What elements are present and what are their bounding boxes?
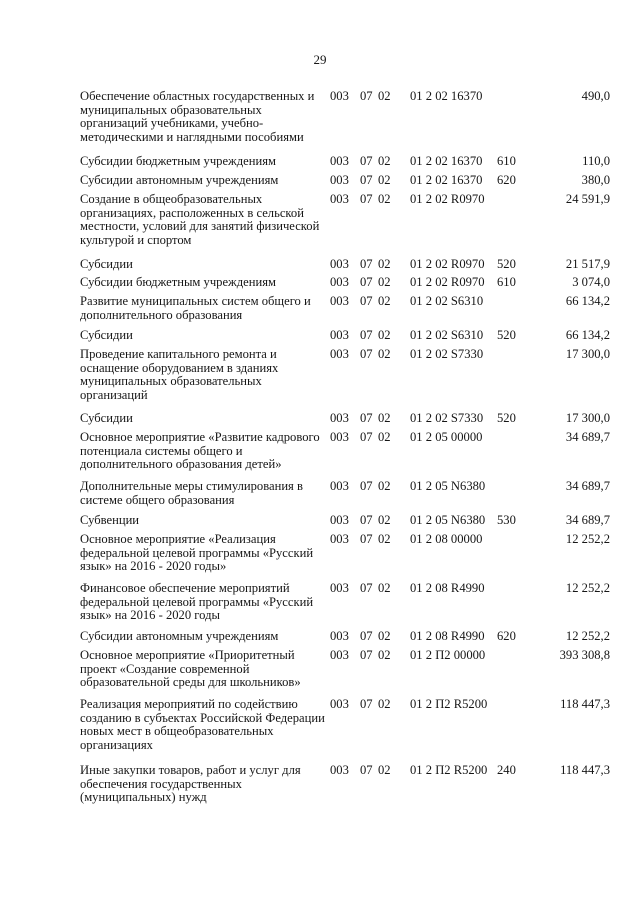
- row-amount: 66 134,2: [565, 294, 610, 308]
- row-subsection: 02: [378, 173, 391, 187]
- row-admin-code: 003: [330, 629, 349, 643]
- row-expense-type: 520: [497, 411, 516, 425]
- row-amount: 17 300,0: [565, 347, 610, 361]
- row-subsection: 02: [378, 192, 391, 206]
- row-name: Субсидии бюджетным учреждениям: [80, 275, 276, 289]
- row-name: Обеспечение областных государственных и муниципальных образовательных организаций учебниками, учебно-методическими и наглядными пособиями: [80, 89, 315, 144]
- row-section: 07: [360, 513, 373, 527]
- row-admin-code: 003: [330, 328, 349, 342]
- row-admin-code: 003: [330, 275, 349, 289]
- row-section: 07: [360, 581, 373, 595]
- row-admin-code: 003: [330, 697, 349, 711]
- row-section: 07: [360, 89, 373, 103]
- row-name: Основное мероприятие «Развитие кадрового потенциала системы общего и дополнительного образования детей»: [80, 430, 320, 472]
- row-target-article: 01 2 02 S6310: [410, 328, 484, 342]
- row-target-article: 01 2 05 N6380: [410, 513, 486, 527]
- row-admin-code: 003: [330, 648, 349, 662]
- row-subsection: 02: [378, 347, 391, 361]
- row-target-article: 01 2 08 R4990: [410, 629, 485, 643]
- row-section: 07: [360, 479, 373, 493]
- row-subsection: 02: [378, 154, 391, 168]
- row-section: 07: [360, 430, 373, 444]
- row-name: Субсидии автономным учреждениям: [80, 629, 279, 643]
- row-target-article: 01 2 02 16370: [410, 173, 483, 187]
- row-name: Субсидии автономным учреждениям: [80, 173, 279, 187]
- row-subsection: 02: [378, 257, 391, 271]
- row-name: Субсидии: [80, 411, 133, 425]
- row-target-article: 01 2 05 00000: [410, 430, 483, 444]
- row-amount: 490,0: [581, 89, 610, 103]
- row-amount: 21 517,9: [565, 257, 610, 271]
- row-target-article: 01 2 02 R0970: [410, 257, 485, 271]
- row-subsection: 02: [378, 479, 391, 493]
- row-section: 07: [360, 648, 373, 662]
- row-admin-code: 003: [330, 257, 349, 271]
- row-name: Реализация мероприятий по содействию созданию в субъектах Российской Федерации новых мест в общеобразовательных организациях: [80, 697, 325, 752]
- row-admin-code: 003: [330, 347, 349, 361]
- row-section: 07: [360, 532, 373, 546]
- row-section: 07: [360, 275, 373, 289]
- row-name: Субсидии бюджетным учреждениям: [80, 154, 276, 168]
- row-target-article: 01 2 02 R0970: [410, 275, 485, 289]
- row-section: 07: [360, 173, 373, 187]
- row-name: Проведение капитального ремонта и оснащение оборудованием в зданиях муниципальных образовательных организаций: [80, 347, 279, 402]
- row-target-article: 01 2 08 00000: [410, 532, 483, 546]
- row-amount: 380,0: [581, 173, 610, 187]
- row-subsection: 02: [378, 411, 391, 425]
- row-name: Субсидии: [80, 328, 133, 342]
- row-target-article: 01 2 02 S7330: [410, 411, 484, 425]
- row-target-article: 01 2 02 S7330: [410, 347, 484, 361]
- row-section: 07: [360, 192, 373, 206]
- row-admin-code: 003: [330, 479, 349, 493]
- row-amount: 34 689,7: [565, 430, 610, 444]
- row-admin-code: 003: [330, 154, 349, 168]
- row-target-article: 01 2 05 N6380: [410, 479, 486, 493]
- row-admin-code: 003: [330, 294, 349, 308]
- row-admin-code: 003: [330, 763, 349, 777]
- row-expense-type: 610: [497, 275, 516, 289]
- row-target-article: 01 2 02 R0970: [410, 192, 485, 206]
- row-expense-type: 520: [497, 257, 516, 271]
- row-admin-code: 003: [330, 532, 349, 546]
- row-name: Основное мероприятие «Приоритетный проект «Создание современной образовательной среды для школьников»: [80, 648, 301, 690]
- row-name: Субсидии: [80, 257, 133, 271]
- row-subsection: 02: [378, 532, 391, 546]
- row-amount: 24 591,9: [565, 192, 610, 206]
- row-subsection: 02: [378, 581, 391, 595]
- row-expense-type: 620: [497, 173, 516, 187]
- row-subsection: 02: [378, 648, 391, 662]
- row-amount: 34 689,7: [565, 513, 610, 527]
- row-target-article: 01 2 02 16370: [410, 154, 483, 168]
- row-admin-code: 003: [330, 430, 349, 444]
- row-expense-type: 520: [497, 328, 516, 342]
- row-target-article: 01 2 08 R4990: [410, 581, 485, 595]
- page-number: 29: [313, 52, 327, 67]
- row-target-article: 01 2 02 S6310: [410, 294, 484, 308]
- row-amount: 12 252,2: [565, 629, 610, 643]
- row-name: Создание в общеобразовательных организациях, расположенных в сельской местности, условий для занятий физической культурой и спортом: [80, 192, 320, 247]
- row-section: 07: [360, 411, 373, 425]
- row-target-article: 01 2 П2 R5200: [410, 763, 488, 777]
- row-name: Основное мероприятие «Реализация федеральной целевой программы «Русский язык» на 2016 - 2020 годы»: [80, 532, 314, 574]
- row-expense-type: 240: [497, 763, 516, 777]
- row-name: Финансовое обеспечение мероприятий федеральной целевой программы «Русский язык» на 2016 - 2020 годы: [80, 581, 314, 623]
- row-admin-code: 003: [330, 173, 349, 187]
- row-section: 07: [360, 154, 373, 168]
- row-subsection: 02: [378, 294, 391, 308]
- row-amount: 3 074,0: [572, 275, 610, 289]
- row-section: 07: [360, 629, 373, 643]
- row-subsection: 02: [378, 513, 391, 527]
- row-amount: 17 300,0: [565, 411, 610, 425]
- row-section: 07: [360, 763, 373, 777]
- row-admin-code: 003: [330, 411, 349, 425]
- row-expense-type: 610: [497, 154, 516, 168]
- row-amount: 110,0: [582, 154, 610, 168]
- row-subsection: 02: [378, 697, 391, 711]
- row-amount: 118 447,3: [560, 697, 610, 711]
- row-expense-type: 530: [497, 513, 516, 527]
- row-subsection: 02: [378, 89, 391, 103]
- row-section: 07: [360, 257, 373, 271]
- row-amount: 34 689,7: [565, 479, 610, 493]
- row-subsection: 02: [378, 763, 391, 777]
- row-admin-code: 003: [330, 513, 349, 527]
- row-amount: 118 447,3: [560, 763, 610, 777]
- row-admin-code: 003: [330, 192, 349, 206]
- row-amount: 66 134,2: [565, 328, 610, 342]
- row-amount: 12 252,2: [565, 532, 610, 546]
- row-subsection: 02: [378, 430, 391, 444]
- row-name: Дополнительные меры стимулирования в системе общего образования: [80, 479, 303, 507]
- row-admin-code: 003: [330, 581, 349, 595]
- row-subsection: 02: [378, 629, 391, 643]
- row-subsection: 02: [378, 275, 391, 289]
- row-subsection: 02: [378, 328, 391, 342]
- row-section: 07: [360, 328, 373, 342]
- row-section: 07: [360, 294, 373, 308]
- row-target-article: 01 2 П2 00000: [410, 648, 486, 662]
- row-name: Субвенции: [80, 513, 140, 527]
- row-amount: 12 252,2: [565, 581, 610, 595]
- row-section: 07: [360, 697, 373, 711]
- row-target-article: 01 2 02 16370: [410, 89, 483, 103]
- row-name: Иные закупки товаров, работ и услуг для обеспечения государственных (муниципальных) нужд: [80, 763, 301, 805]
- row-name: Развитие муниципальных систем общего и дополнительного образования: [80, 294, 311, 322]
- row-target-article: 01 2 П2 R5200: [410, 697, 488, 711]
- row-admin-code: 003: [330, 89, 349, 103]
- row-expense-type: 620: [497, 629, 516, 643]
- row-section: 07: [360, 347, 373, 361]
- row-amount: 393 308,8: [559, 648, 610, 662]
